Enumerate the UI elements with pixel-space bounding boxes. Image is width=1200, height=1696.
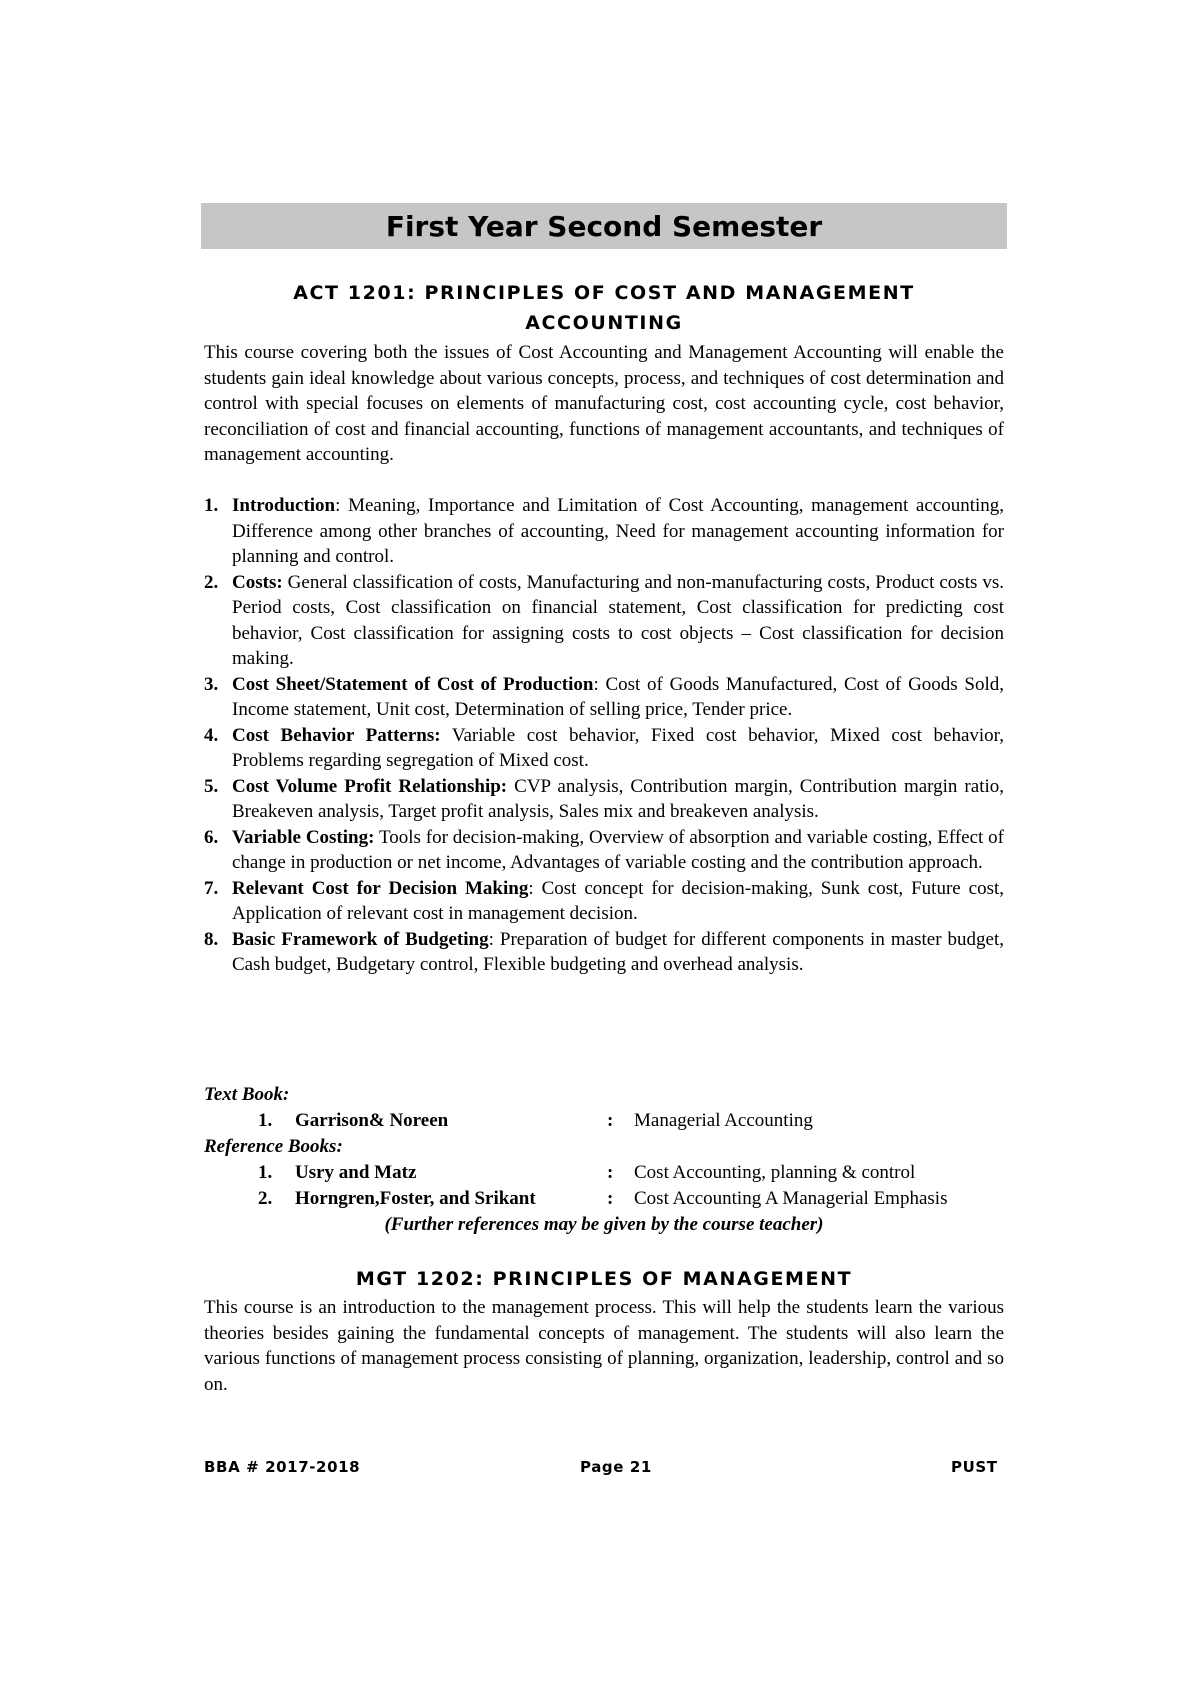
book-author: Usry and Matz xyxy=(295,1162,417,1183)
footer-university: PUST xyxy=(951,1458,998,1476)
topic-heading: Cost Sheet/Statement of Cost of Production xyxy=(232,673,594,695)
topic-item xyxy=(204,672,1004,723)
book-author: Horngren,Foster, and Srikant xyxy=(295,1188,536,1209)
topic-separator: : xyxy=(488,928,500,950)
reference-book-row xyxy=(258,1188,1018,1214)
topic-heading: Cost Volume Profit Relationship: xyxy=(232,775,508,797)
topic-text: Variable cost behavior, Fixed cost behavior, Mixed cost behavior, Problems regarding segregation of Mixed cost. xyxy=(232,724,1004,771)
topic-item xyxy=(204,570,1004,672)
book-number: 1. xyxy=(258,1162,273,1183)
topic-number: 7. xyxy=(204,877,219,899)
reference-book-row xyxy=(258,1162,1018,1188)
topic-heading: Costs: xyxy=(232,571,283,593)
topic-item xyxy=(204,927,1004,978)
topic-number: 8. xyxy=(204,928,219,950)
course-description: This course is an introduction to the management process. This will help the students learn the various theories besides gaining the fundamental concepts of management. The students will also learn the various functions of management process consisting of planning, organization, leadership, control and so on. xyxy=(204,1297,1004,1395)
topic-separator xyxy=(441,725,452,746)
topic-heading: Cost Behavior Patterns: xyxy=(232,724,441,746)
topic-heading: Introduction xyxy=(232,495,336,516)
semester-title: First Year Second Semester xyxy=(385,209,823,243)
course-title-line1: ACT 1201: PRINCIPLES OF COST AND MANAGEMENT xyxy=(293,282,915,304)
topic-number: 1. xyxy=(204,495,219,516)
topic-text: Preparation of budget for different components in master budget, Cash budget, Budgetary control, Flexible budgeting and overhead analysis. xyxy=(232,928,1004,975)
book-title: Cost Accounting A Managerial Emphasis xyxy=(634,1188,948,1209)
book-colon: : xyxy=(607,1188,614,1209)
course-title-line2: ACCOUNTING xyxy=(525,312,683,334)
topic-number: 6. xyxy=(204,826,219,848)
book-number: 2. xyxy=(258,1188,273,1209)
further-references-note: (Further references may be given by the course teacher) xyxy=(384,1214,824,1235)
topic-number: 5. xyxy=(204,775,219,797)
topic-number: 4. xyxy=(204,724,219,746)
topic-number: 2. xyxy=(204,571,219,593)
topic-text: Meaning, Importance and Limitation of Cost Accounting, management accounting, Difference among other branches of accounting, Need for management accounting information for planning and control. xyxy=(232,495,1005,567)
topic-item xyxy=(204,493,1004,570)
topic-heading: Relevant Cost for Decision Making xyxy=(232,877,529,899)
topic-text: General classification of costs, Manufacturing and non-manufacturing costs, Product costs vs. Period costs, Cost classification on financial statement, Cost classification for predicting cost behavior, Cost classification for assigning costs to cost objects – Cost classification for decision making. xyxy=(232,571,1005,669)
topic-list xyxy=(204,493,1004,978)
course-title-mgt1202: MGT 1202: PRINCIPLES OF MANAGEMENT xyxy=(355,1268,853,1290)
reference-books-label: Reference Books: xyxy=(204,1136,343,1157)
book-title: Cost Accounting, planning & control xyxy=(634,1162,916,1183)
book-title: Managerial Accounting xyxy=(634,1110,813,1131)
topic-number: 3. xyxy=(204,673,219,695)
footer-page-number: Page 21 xyxy=(580,1458,652,1476)
topic-item xyxy=(204,774,1004,825)
topic-text: CVP analysis, Contribution margin, Contribution margin ratio, Breakeven analysis, Target profit analysis, Sales mix and breakeven analysis. xyxy=(232,775,1005,822)
text-book-row xyxy=(258,1110,1018,1136)
book-colon: : xyxy=(607,1110,614,1131)
topic-heading: Variable Costing: xyxy=(232,826,375,848)
topic-separator: : xyxy=(335,495,349,516)
topic-heading: Basic Framework of Budgeting xyxy=(232,928,489,950)
topic-item xyxy=(204,876,1004,927)
topic-text: Tools for decision-making, Overview of absorption and variable costing, Effect of change in production or net income, Advantages of variable costing and the contribution approach. xyxy=(232,826,1004,873)
book-author: Garrison& Noreen xyxy=(295,1110,449,1131)
topic-text: Cost of Goods Manufactured, Cost of Goods Sold, Income statement, Unit cost, Determination of selling price, Tender price. xyxy=(232,673,1004,720)
topic-item xyxy=(204,723,1004,774)
course-description: This course covering both the issues of Cost Accounting and Management Accounting will enable the students gain ideal knowledge about various concepts, process, and techniques of cost determination and control with special focuses on elements of manufacturing cost, cost accounting cycle, cost behavior, reconciliation of cost and financial accounting, functions of management accountants, and techniques of management accounting. xyxy=(204,342,1004,465)
topic-text: Cost concept for decision-making, Sunk cost, Future cost, Application of relevant cost in management decision. xyxy=(232,877,1005,924)
topic-item xyxy=(204,825,1004,876)
semester-banner xyxy=(201,203,1007,249)
footer-program: BBA # 2017-2018 xyxy=(204,1458,361,1476)
course-title-act1201 xyxy=(201,278,1007,338)
topic-separator: : xyxy=(593,673,606,695)
book-number: 1. xyxy=(258,1110,273,1131)
topic-separator: : xyxy=(528,877,542,899)
text-book-label: Text Book: xyxy=(204,1084,290,1105)
book-colon: : xyxy=(607,1162,614,1183)
